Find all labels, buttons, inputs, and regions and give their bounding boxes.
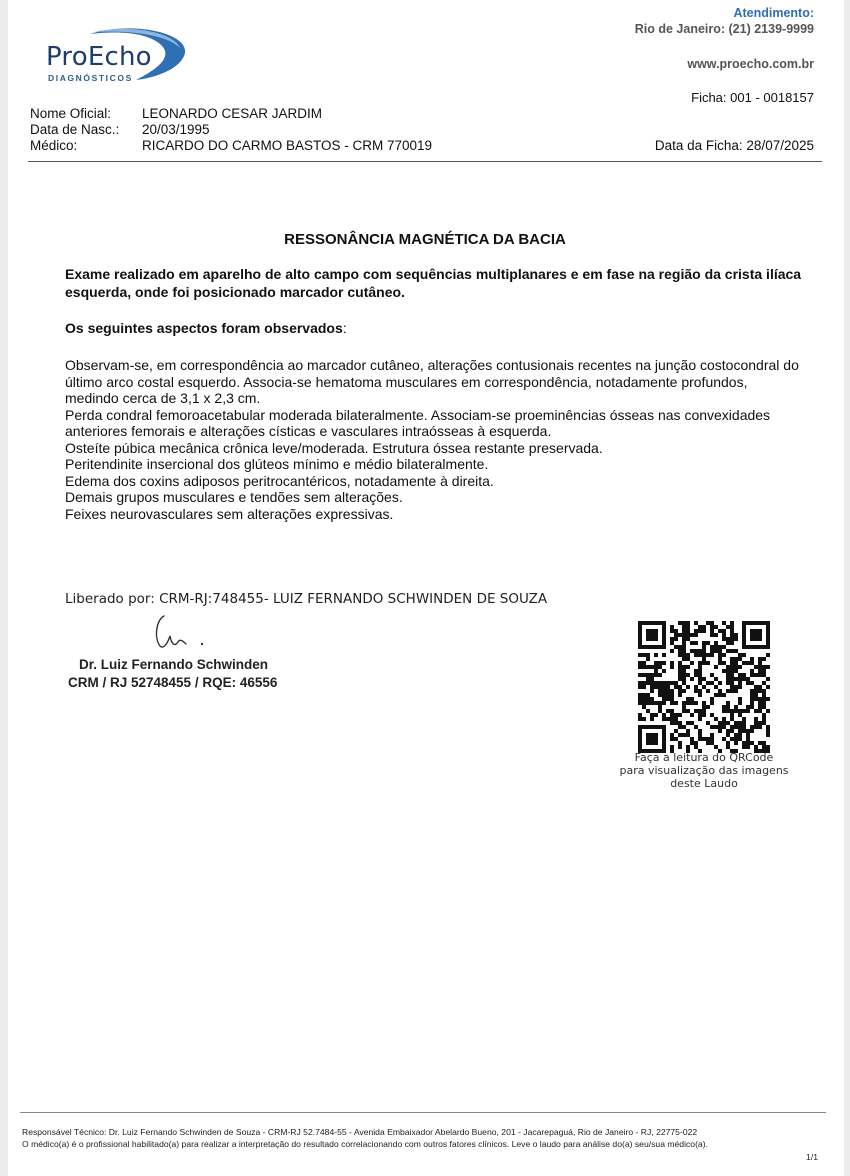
report-subhead-colon: : [342, 320, 347, 336]
atendimento-label: Atendimento: [733, 6, 814, 20]
proecho-logo [44, 26, 194, 86]
finding-paragraph: Peritendinite insercional dos glúteos mínimo e médio bilateralmente. [65, 456, 489, 472]
website-link[interactable]: www.proecho.com.br [687, 57, 814, 71]
qr-finder-pattern [640, 623, 664, 647]
qr-finder-pattern [640, 727, 664, 751]
footer-disclaimer: O médico(a) é o profissional habilitado(a) para realizar a interpretação do resultado correlacionando com outros fatores clínicos. Leve o laudo para análise do(a) seu/sua médico(a). [22, 1139, 708, 1149]
qr-caption [612, 751, 796, 790]
report-title: RESSONÂNCIA MAGNÉTICA DA BACIA [284, 231, 566, 248]
finding-paragraph: Osteíte púbica mecânica crônica leve/moderada. Estrutura óssea restante preservada. [65, 439, 603, 456]
ficha-number: Ficha: 001 - 0018157 [691, 90, 814, 105]
handwritten-signature [148, 612, 218, 654]
report-intro: Exame realizado em aparelho de alto campo com sequências multiplanares e em fase na região da crista ilíaca esquerda, onde foi posicionado marcador cutâneo. [65, 266, 802, 300]
qr-code-icon[interactable] [638, 621, 770, 753]
patient-name-label: Nome Oficial: [30, 106, 112, 121]
header-divider [28, 161, 822, 162]
finding-paragraph: Edema dos coxins adiposos peritrocantéricos, notadamente à direita. [65, 472, 494, 489]
finding-paragraph: Feixes neurovasculares sem alterações expressivas. [65, 505, 394, 522]
page-frame-left [0, 0, 8, 1176]
patient-doctor: RICARDO DO CARMO BASTOS - CRM 770019 [142, 138, 433, 153]
doctor-crm: CRM / RJ 52748455 / RQE: 46556 [68, 675, 278, 690]
footer-divider [20, 1112, 826, 1113]
finding-paragraph: Perda condral femoroacetabular moderada bilateralmente. Associam-se proeminências ósseas nas convexidades anteriores femorais e alterações císticas e vasculares intraósseas à esquerda. [65, 406, 771, 439]
report-subhead [65, 320, 347, 336]
patient-info [30, 106, 432, 154]
patient-name: LEONARDO CESAR JARDIM [142, 106, 323, 121]
footer-responsible: Responsável Técnico: Dr. Luiz Fernando Schwinden de Souza - CRM-RJ 52.7484-55 - Avenida Embaixador Abelardo Bueno, 201 - Jacarepaguá, Rio de Janeiro - RJ, 22775-022 [22, 1127, 698, 1137]
qr-finder-pattern [744, 623, 768, 647]
patient-dob-row [30, 122, 432, 138]
patient-name-row [30, 106, 432, 122]
doctor-name: Dr. Luiz Fernando Schwinden [79, 657, 269, 672]
qr-caption-line: para visualização das imagens [619, 764, 789, 777]
page-number: 1/1 [806, 1152, 818, 1162]
released-by: Liberado por: CRM-RJ:748455- LUIZ FERNANDO SCHWINDEN DE SOUZA [65, 591, 548, 607]
patient-dob-label: Data de Nasc.: [30, 122, 120, 137]
finding-paragraph: Demais grupos musculares e tendões sem alterações. [65, 489, 403, 505]
qr-caption-line: deste Laudo [670, 777, 738, 790]
finding-paragraph: Observam-se, em correspondência ao marcador cutâneo, alterações contusionais recentes na junção costocondral do último arco costal esquerdo. Associa-se hematoma musculares em correspondência, notadamente profundos, medindo cerca de 3,1 x 2,3 cm. [65, 357, 799, 406]
patient-doctor-label: Médico: [30, 138, 78, 153]
logo-name: ProEcho [46, 42, 152, 72]
report-findings [65, 357, 805, 522]
patient-dob: 20/03/1995 [142, 122, 210, 137]
patient-doctor-row [30, 138, 432, 154]
atendimento-phone: Rio de Janeiro: (21) 2139-9999 [634, 22, 814, 36]
ficha-date: Data da Ficha: 28/07/2025 [654, 138, 814, 153]
qr-caption-line: Faça a leitura do QRCode [634, 751, 774, 764]
page-frame-right [844, 0, 850, 1176]
report-subhead-text: Os seguintes aspectos foram observados [65, 320, 343, 336]
logo-subtitle: DIAGNÓSTICOS [48, 73, 133, 83]
